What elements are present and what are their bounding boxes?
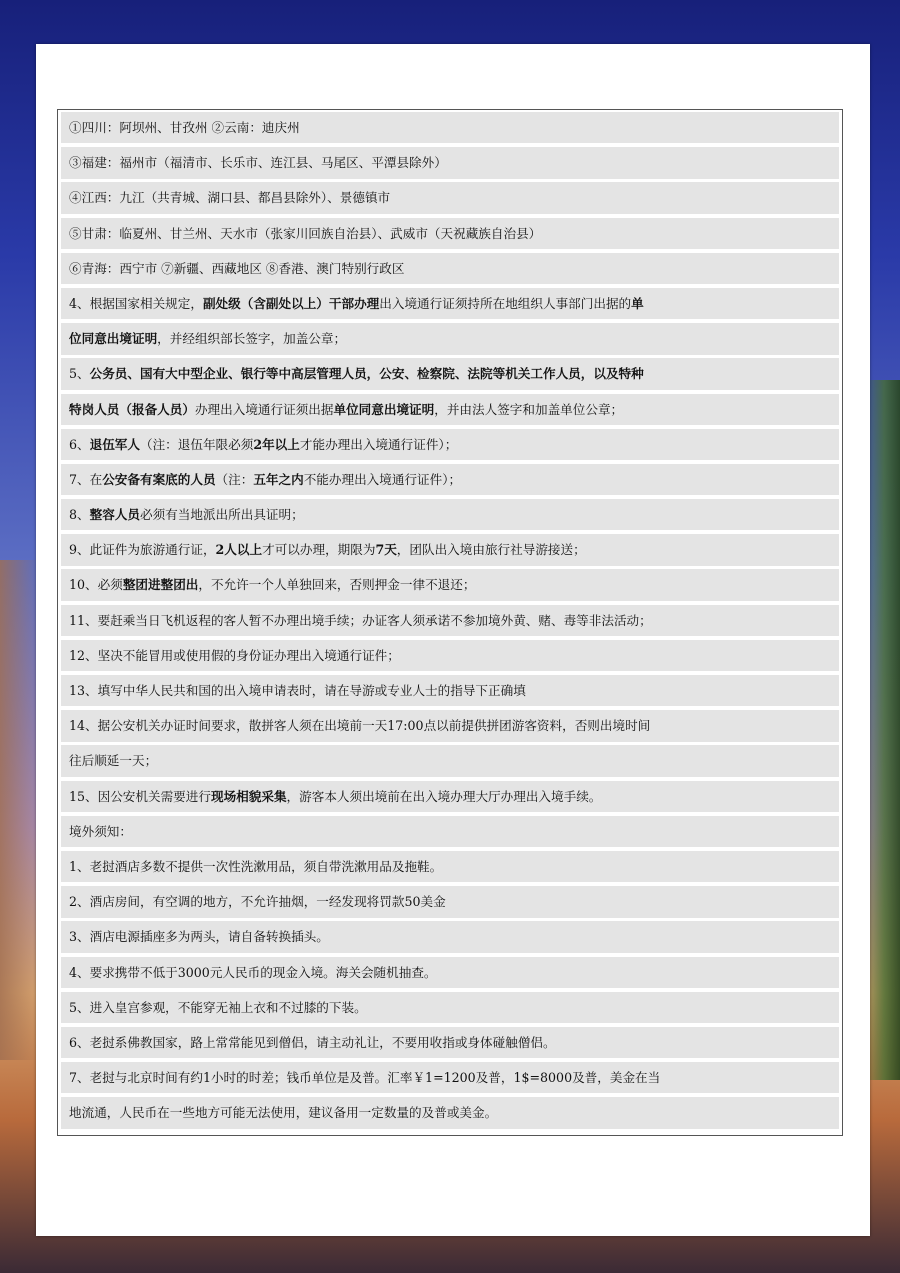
emphasis-text: 退伍军人 [89, 436, 140, 452]
notice-row [61, 640, 839, 671]
notice-row [61, 1062, 839, 1093]
emphasis-text: 整容人员 [89, 507, 140, 523]
emphasis-text: 2年以上 [253, 436, 300, 452]
row-text: 不能办理出入境通行证件）； [303, 471, 462, 487]
row-text: 4、要求携带不低于3000元人民币的现金入境。海关会随机抽查。 [69, 964, 437, 980]
notice-row [61, 358, 839, 389]
row-text: 13、填写中华人民共和国的出入境申请表时，请在导游或专业人士的指导下正确填 [69, 683, 526, 698]
notice-row [61, 781, 839, 812]
row-text: 出入境通行证须持所在地组织人事部门出据的 [379, 295, 632, 311]
notice-row [61, 464, 839, 495]
notice-row [61, 1027, 839, 1058]
row-text: ④江西：九江（共青城、湖口县、都昌县除外）、景德镇市 [69, 190, 391, 206]
row-text: 办理出入境通行证须出据 [194, 401, 334, 417]
notice-row [61, 218, 839, 249]
row-text: 12、坚决不能冒用或使用假的身份证办理出入境通行证件； [69, 647, 400, 663]
notice-row [61, 992, 839, 1023]
row-text: 15、因公安机关需要进行 [69, 788, 211, 804]
row-text: ⑥青海：西宁市 ⑦新疆、西藏地区 ⑧香港、澳门特别行政区 [69, 260, 405, 276]
row-text: 7、老挝与北京时间有约1小时的时差；钱币单位是及普。汇率￥1=1200及普，1$=8000及普，美金在当 [69, 1070, 661, 1086]
emphasis-text: 单位同意出境证明 [333, 401, 435, 417]
row-text: （注：退伍年限必须 [139, 436, 254, 452]
notice-row [61, 534, 839, 565]
row-text: 才可以办理，期限为 [262, 542, 376, 558]
row-text: 5、 [69, 366, 90, 382]
emphasis-text: 7天 [375, 542, 397, 558]
emphasis-text: 单 [631, 295, 644, 311]
notice-row [61, 147, 839, 178]
row-text: 往后顺延一天； [69, 753, 158, 769]
notice-row [61, 851, 839, 882]
row-text: 6、 [69, 436, 90, 452]
notice-row [61, 710, 839, 741]
emphasis-text: 整团进整团出 [122, 577, 199, 593]
notice-row [61, 886, 839, 917]
emphasis-text: 五年之内 [253, 471, 304, 487]
row-text: 11、要赶乘当日飞机返程的客人暂不办理出境手续；办证客人须承诺不参加境外黄、赌、毒等非法活动； [69, 612, 652, 628]
row-text: 5、进入皇宫参观，不能穿无袖上衣和不过膝的下装。 [69, 999, 367, 1015]
row-text: 3、酒店电源插座多为两头，请自备转换插头。 [69, 929, 329, 945]
notice-row [61, 112, 839, 143]
row-text: 才能办理出入境通行证件）； [299, 436, 458, 452]
background-scenery [0, 560, 40, 1060]
emphasis-text: 特岗人员（报备人员） [69, 401, 195, 417]
notice-row [61, 394, 839, 425]
row-text: 9、此证件为旅游通行证， [69, 542, 216, 558]
notice-row [61, 323, 839, 354]
emphasis-text: 公务员、国有大中型企业、银行等中高层管理人员，公安、检察院、法院等机关工作人员，以及特种 [89, 366, 644, 382]
notice-row [61, 182, 839, 213]
notice-row [61, 921, 839, 952]
notice-row [61, 605, 839, 636]
row-text: 10、必须 [69, 577, 123, 593]
row-text: 必须有当地派出所出具证明； [139, 507, 304, 523]
row-text: 4、根据国家相关规定， [69, 295, 203, 311]
row-text: 境外须知： [69, 823, 132, 839]
emphasis-text: 公安备有案底的人员 [102, 471, 216, 487]
row-text: 14、据公安机关办证时间要求，散拼客人须在出境前一天17:00点以前提供拼团游客资料，否则出境时间 [69, 718, 651, 734]
row-text: ⑤甘肃：临夏州、甘兰州、天水市（张家川回族自治县）、武威市（天祝藏族自治县） [69, 225, 542, 241]
notice-row [61, 745, 839, 776]
notice-row [61, 957, 839, 988]
notice-row [61, 253, 839, 284]
row-text: ，并经组织部长签字，加盖公章； [157, 331, 347, 347]
notice-row [61, 675, 839, 706]
row-text: ，游客本人须出境前在出入境办理大厅办理出入境手续。 [286, 788, 602, 804]
notice-row [61, 288, 839, 319]
row-text: ①四川：阿坝州、甘孜州 ②云南：迪庆州 [69, 120, 300, 135]
row-text: ，团队出入境由旅行社导游接送； [396, 542, 586, 558]
notice-row [61, 429, 839, 460]
emphasis-text: 副处级（含副处以上）干部办理 [202, 295, 380, 311]
row-text: ，并由法人签字和加盖单位公章； [434, 401, 624, 417]
row-text: 6、老挝系佛教国家，路上常常能见到僧侣，请主动礼让，不要用收指或身体碰触僧侣。 [69, 1034, 556, 1050]
notice-row [61, 499, 839, 530]
notice-row [61, 816, 839, 847]
notice-table [57, 109, 843, 1136]
emphasis-text: 2人以上 [215, 542, 263, 558]
notice-row [61, 1097, 839, 1128]
row-text: 7、在 [69, 471, 103, 487]
notice-row [61, 569, 839, 600]
emphasis-text: 现场相貌采集 [210, 788, 287, 804]
emphasis-text: 位同意出境证明 [69, 331, 158, 347]
row-text: 2、酒店房间，有空调的地方，不允许抽烟，一经发现将罚款50美金 [69, 894, 446, 910]
row-text: 8、 [69, 507, 90, 523]
row-text: ③福建：福州市（福清市、长乐市、连江县、马尾区、平潭县除外） [69, 155, 447, 171]
row-text: 地流通，人民币在一些地方可能无法使用，建议备用一定数量的及普或美金。 [69, 1105, 498, 1121]
row-text: （注： [215, 471, 254, 487]
row-text: 1、老挝酒店多数不提供一次性洗漱用品，须自带洗漱用品及拖鞋。 [69, 858, 443, 874]
row-text: ，不允许一个人单独回来，否则押金一律不退还； [198, 577, 476, 593]
